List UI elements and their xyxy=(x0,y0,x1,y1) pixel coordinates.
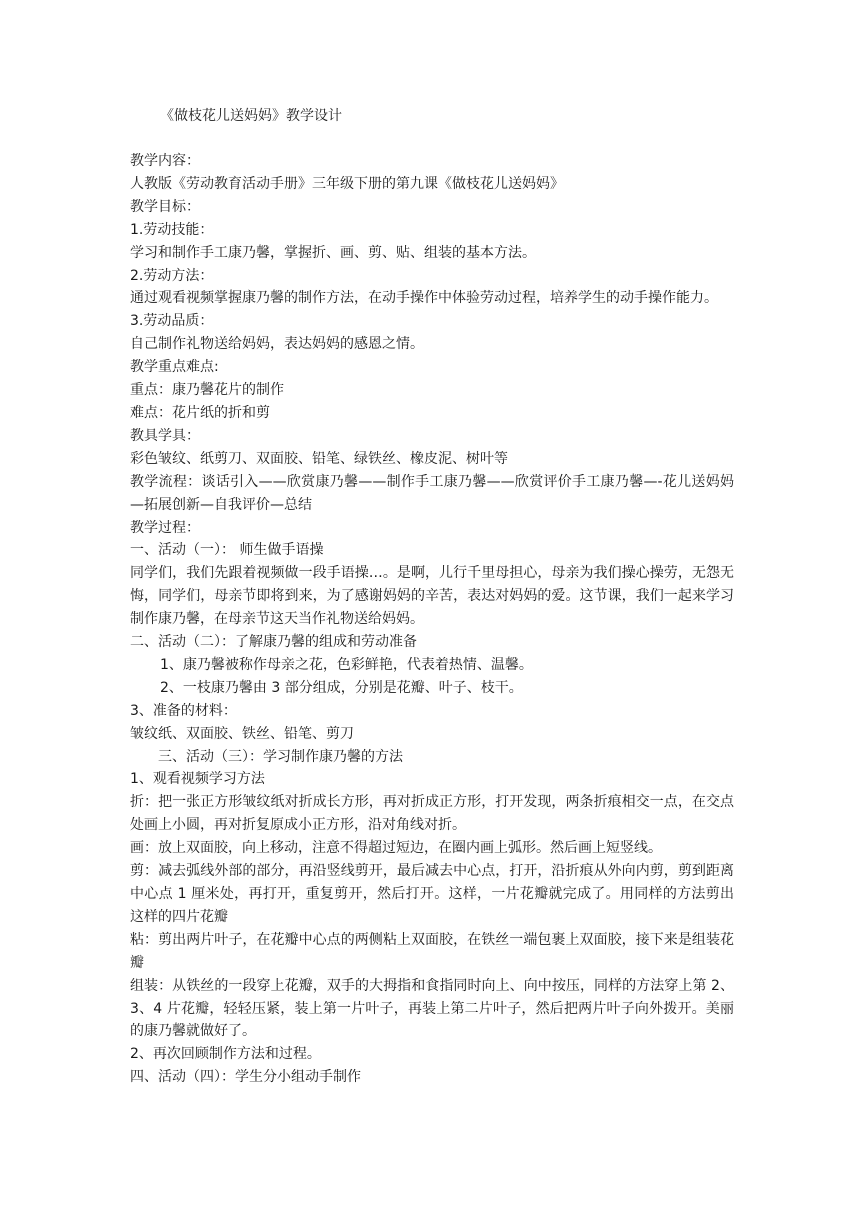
heading-activity-1: 一、活动（一）： 师生做手语操 xyxy=(130,542,324,559)
paragraph-review: 2、再次回顾制作方法和过程。 xyxy=(130,1046,321,1063)
paragraph-materials: 皱纹纸、双面胶、铁丝、铅笔、剪刀 xyxy=(130,725,354,742)
subheading-labor-skills: 1.劳动技能： xyxy=(130,221,214,238)
paragraph-glue-step: 粘：剪出两片叶子，在花瓣中心点的两侧粘上双面胶，在铁丝一端包裹上双面胶，接下来是组装花瓣 xyxy=(130,931,734,971)
paragraph-activity-1: 同学们，我们先跟着视频做一段手语操…。是啊，儿行千里母担心，母亲为我们操心操劳，无怨无悔，同学们，母亲节即将到来，为了感谢妈妈的辛苦，表达对妈妈的爱。这节课，我们一起来学习制作康乃馨，在母亲节这天当作礼物送给妈妈。 xyxy=(130,565,734,628)
heading-activity-2: 二、活动（二）：了解康乃馨的组成和劳动准备 xyxy=(130,634,417,651)
paragraph-labor-skills: 学习和制作手工康乃馨，掌握折、画、剪、贴、组装的基本方法。 xyxy=(130,244,536,261)
paragraph-textbook: 人教版《劳动教育活动手册》三年级下册的第九课《做枝花儿送妈妈》 xyxy=(130,175,564,192)
paragraph-teaching-aids: 彩色皱纹、纸剪刀、双面胶、铅笔、绿铁丝、橡皮泥、树叶等 xyxy=(130,450,508,467)
paragraph-cut-step: 剪：减去弧线外部的部分，再沿竖线剪开，最后减去中心点，打开，沿折痕从外向内剪，剪到距离中心点 1 厘米处，再打开，重复剪开，然后打开。这样，一片花瓣就完成了。用同样的方法剪出这样的四片花瓣 xyxy=(130,863,734,925)
heading-teaching-process: 教学过程： xyxy=(130,519,200,536)
document-body xyxy=(130,150,734,1089)
heading-materials: 3、准备的材料： xyxy=(130,702,237,719)
paragraph-key-point: 重点：康乃馨花片的制作 xyxy=(130,382,284,399)
paragraph-teaching-flow: 教学流程：谈话引入——欣赏康乃馨——制作手工康乃馨——欣赏评价手工康乃馨—-花儿送妈妈—拓展创新—自我评价—总结 xyxy=(130,473,734,513)
subheading-labor-quality: 3.劳动品质： xyxy=(130,313,214,330)
paragraph-labor-quality: 自己制作礼物送给妈妈，表达妈妈的感恩之情。 xyxy=(130,336,424,353)
paragraph-fold-step: 折：把一张正方形皱纹纸对折成长方形，再对折成正方形，打开发现，两条折痕相交一点，在交点处画上小圆，再对折复原成小正方形，沿对角线对折。 xyxy=(130,794,734,834)
paragraph-difficulty: 难点：花片纸的折和剪 xyxy=(130,404,270,421)
heading-activity-4: 四、活动（四）：学生分小组动手制作 xyxy=(130,1069,361,1086)
list-item-carnation-meaning: 1、康乃馨被称作母亲之花，色彩鲜艳，代表着热情、温馨。 xyxy=(160,656,533,673)
heading-key-points: 教学重点难点: xyxy=(130,359,219,376)
paragraph-draw-step: 画：放上双面胶，向上移动，注意不得超过短边，在圈内画上弧形。然后画上短竖线。 xyxy=(130,840,662,857)
subheading-labor-methods: 2.劳动方法： xyxy=(130,267,214,284)
list-item-carnation-parts: 2、一枝康乃馨由 3 部分组成，分别是花瓣、叶子、枝干。 xyxy=(160,679,523,696)
paragraph-assemble-step: 组装：从铁丝的一段穿上花瓣，双手的大拇指和食指同时向上、向中按压，同样的方法穿上第 2、3、4 片花瓣，轻轻压紧，装上第一片叶子，再装上第二片叶子，然后把两片叶子向外拨开。美丽的康乃馨就做好了。 xyxy=(130,977,734,1040)
heading-teaching-goals: 教学目标： xyxy=(130,198,200,215)
heading-watch-video: 1、观看视频学习方法 xyxy=(130,771,265,788)
document-title: 《做枝花儿送妈妈》教学设计 xyxy=(160,108,342,124)
heading-teaching-content: 教学内容： xyxy=(130,153,200,169)
paragraph-labor-methods: 通过观看视频掌握康乃馨的制作方法，在动手操作中体验劳动过程，培养学生的动手操作能力。 xyxy=(130,290,718,307)
heading-teaching-aids: 教具学具： xyxy=(130,427,200,444)
heading-activity-3: 三、活动（三）：学习制作康乃馨的方法 xyxy=(158,748,403,765)
